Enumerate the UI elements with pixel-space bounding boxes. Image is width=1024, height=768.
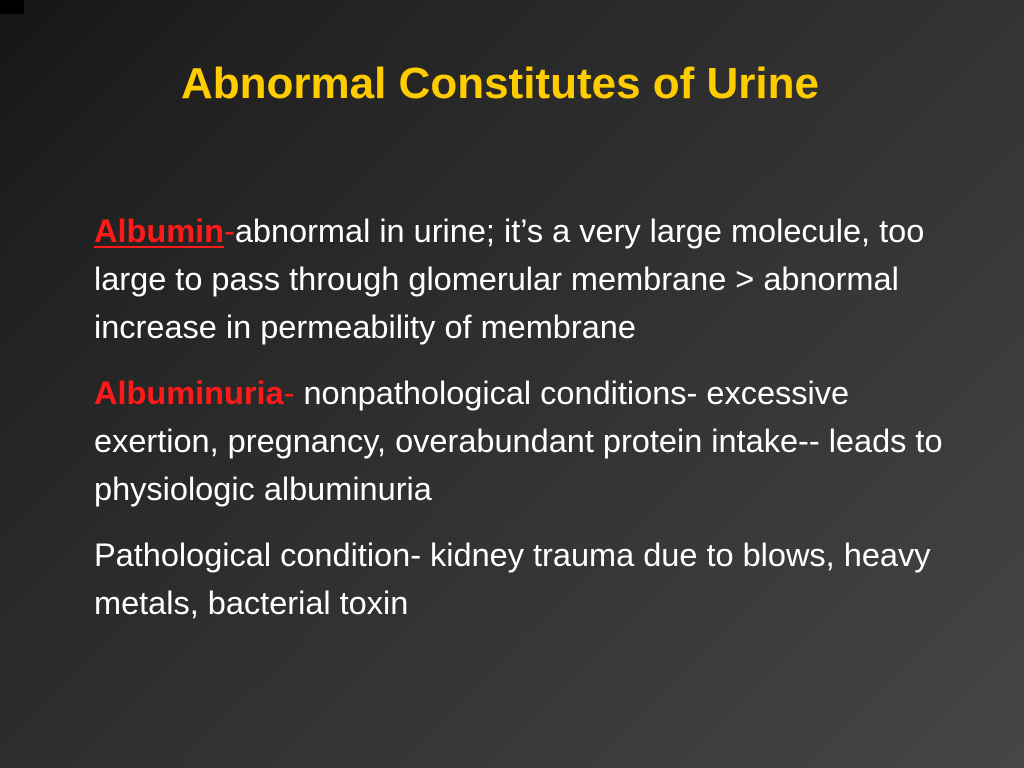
paragraph-albuminuria xyxy=(94,369,964,513)
slide-body xyxy=(94,207,964,645)
separator-albumin: - xyxy=(223,213,235,249)
paragraph-albumin xyxy=(94,207,964,351)
term-albuminuria: Albuminuria xyxy=(94,375,284,411)
separator-albuminuria: - xyxy=(283,375,304,411)
slide-title: Abnormal Constitutes of Urine xyxy=(180,59,820,108)
corner-decoration xyxy=(0,0,24,14)
text-pathological: Pathological condition- kidney trauma due to blows, heavy metals, bacterial toxin xyxy=(94,537,931,621)
text-albuminuria: nonpathological conditions- excessive exertion, pregnancy, overabundant protein intake-- leads to physiologic albuminuria xyxy=(94,375,943,507)
text-albumin: abnormal in urine; it’s a very large molecule, too large to pass through glomerular membrane > abnormal increase in permeability of membrane xyxy=(94,213,925,345)
paragraph-pathological xyxy=(94,531,964,627)
term-albumin: Albumin xyxy=(94,213,224,249)
